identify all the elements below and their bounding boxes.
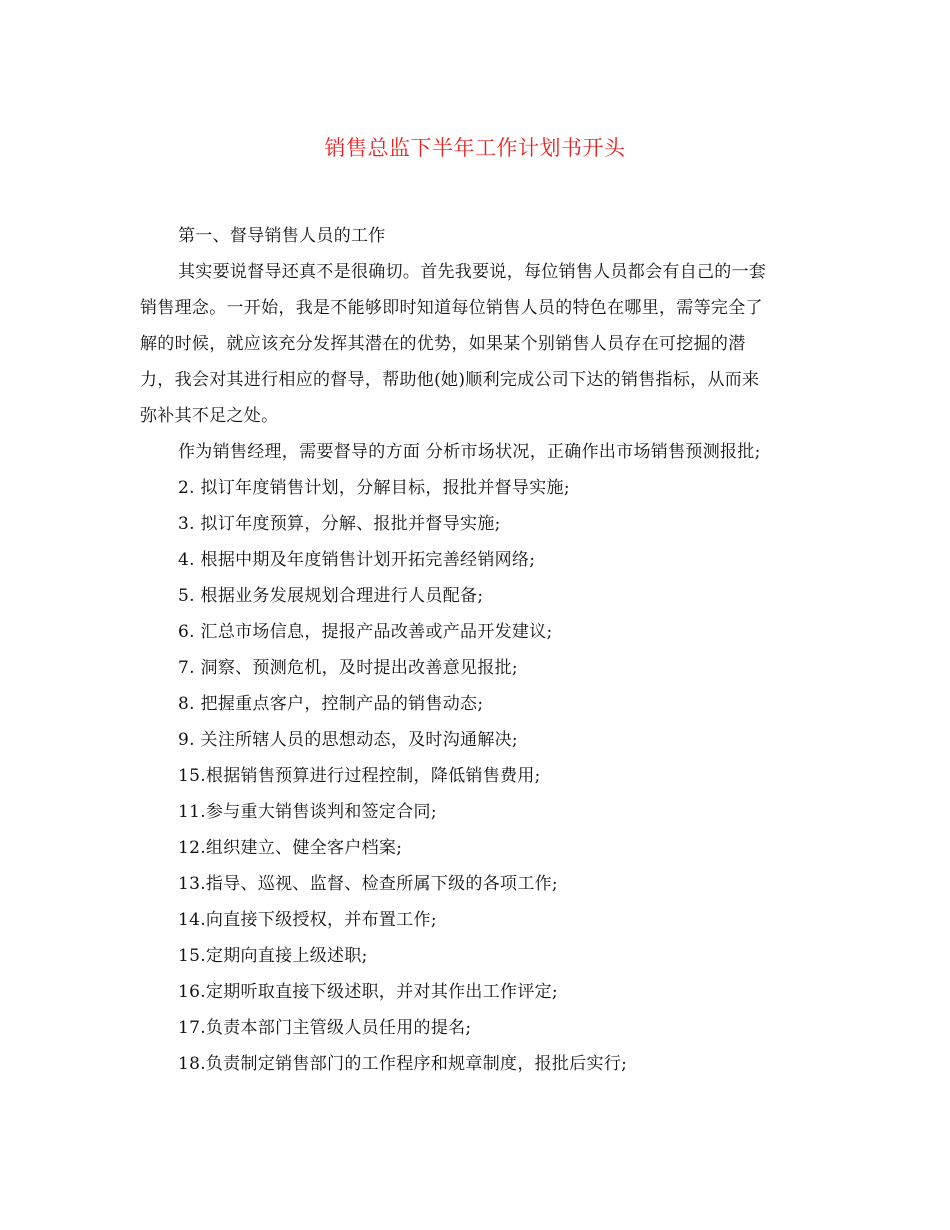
list-item: 9. 关注所辖人员的思想动态，及时沟通解决; (178, 730, 518, 750)
list-item: 16.定期听取直接下级述职，并对其作出工作评定; (178, 982, 558, 1002)
list-item: 13.指导、巡视、监督、检查所属下级的各项工作; (178, 874, 558, 894)
document-title: 销售总监下半年工作计划书开头 (324, 136, 626, 160)
paragraph-line: 解的时候，就应该充分发挥其潜在的优势，如果某个别销售人员存在可挖掘的潜 (140, 334, 746, 354)
list-item: 2. 拟订年度销售计划，分解目标，报批并督导实施; (178, 478, 570, 498)
list-item: 18.负责制定销售部门的工作程序和规章制度，报批后实行; (178, 1054, 628, 1074)
list-item: 4. 根据中期及年度销售计划开拓完善经销网络; (178, 550, 536, 570)
paragraph-line: 其实要说督导还真不是很确切。首先我要说，每位销售人员都会有自己的一套 (178, 262, 767, 282)
list-item: 17.负责本部门主管级人员任用的提名; (178, 1018, 472, 1038)
list-item: 11.参与重大销售谈判和签定合同; (178, 802, 437, 822)
list-item: 5. 根据业务发展规划合理进行人员配备; (178, 586, 484, 606)
list-item: 15.根据销售预算进行过程控制，降低销售费用; (178, 766, 541, 786)
list-item: 3. 拟订年度预算，分解、报批并督导实施; (178, 514, 501, 534)
paragraph-line: 弥补其不足之处。 (140, 406, 279, 426)
list-item: 6. 汇总市场信息，提报产品改善或产品开发建议; (178, 622, 553, 642)
list-item: 15.定期向直接上级述职; (178, 946, 368, 966)
list-item: 14.向直接下级授权，并布置工作; (178, 910, 437, 930)
paragraph-line: 销售理念。一开始，我是不能够即时知道每位销售人员的特色在哪里，需等完全了 (140, 298, 763, 318)
list-item: 8. 把握重点客户，控制产品的销售动态; (178, 694, 484, 714)
list-item: 12.组织建立、健全客户档案; (178, 838, 403, 858)
duty-list (140, 470, 812, 1082)
intro-line: 作为销售经理，需要督导的方面 分析市场状况，正确作出市场销售预测报批; (178, 442, 761, 462)
body-paragraph (140, 254, 812, 434)
section-heading: 第一、督导销售人员的工作 (178, 226, 386, 246)
list-item: 7. 洞察、预测危机，及时提出改善意见报批; (178, 658, 518, 678)
paragraph-line: 力，我会对其进行相应的督导，帮助他(她)顺利完成公司下达的销售指标，从而来 (140, 370, 760, 390)
document-body (140, 218, 812, 1082)
